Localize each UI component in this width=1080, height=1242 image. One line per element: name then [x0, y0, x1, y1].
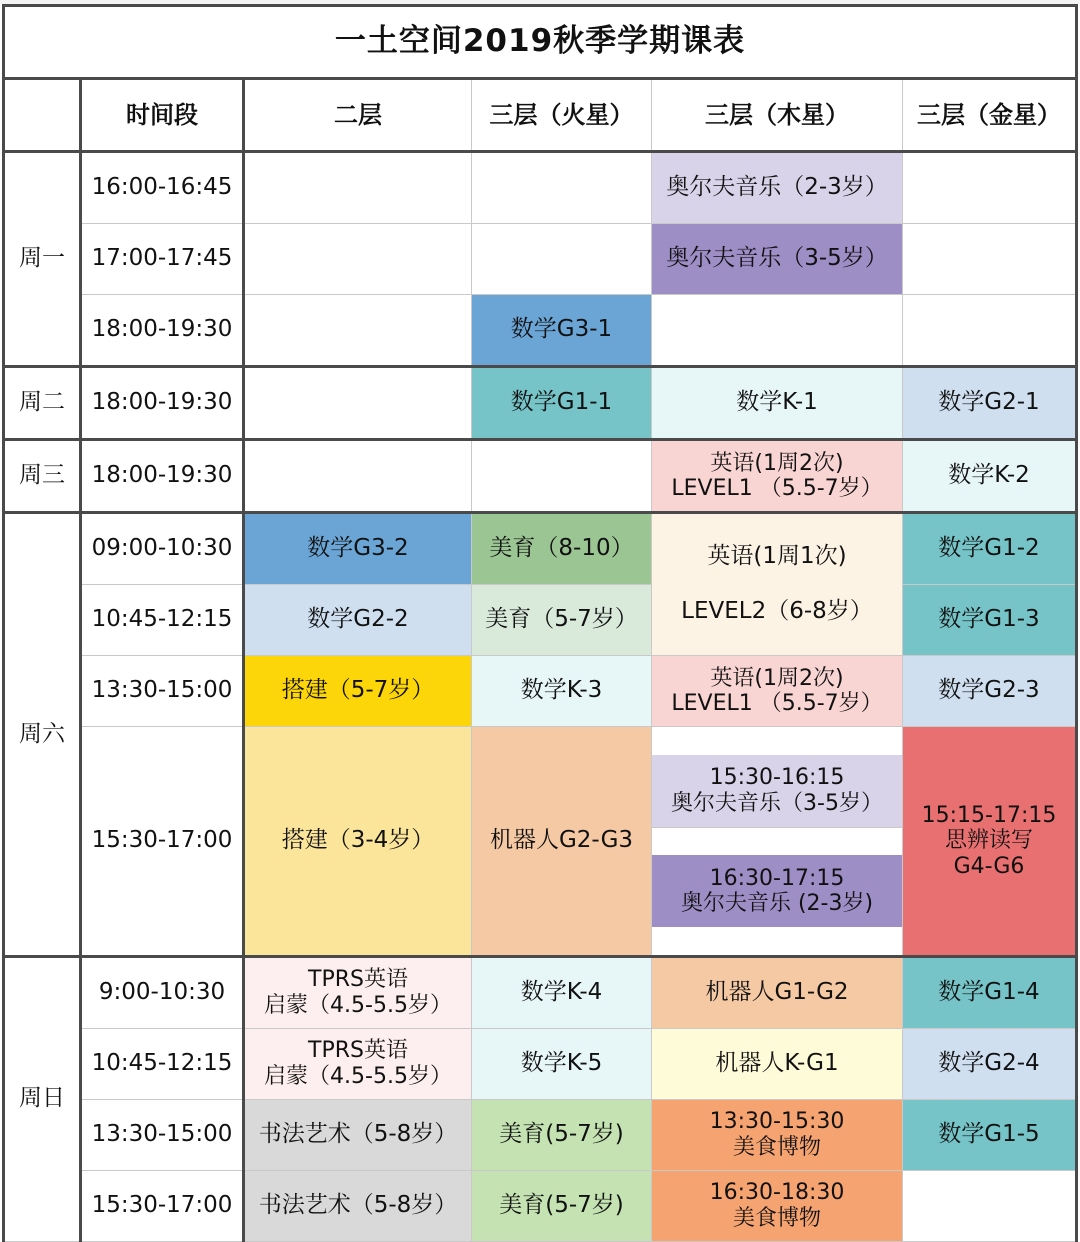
empty-cell: [903, 1170, 1077, 1241]
day-sunday: 周日: [4, 956, 81, 1241]
time-slot: 18:00-19:30: [81, 440, 244, 513]
schedule-title: 一土空间2019秋季学期课表: [4, 6, 1077, 79]
time-slot: 18:00-19:30: [81, 295, 244, 367]
class-cell: 奥尔夫音乐（2-3岁）: [652, 152, 903, 224]
time-slot: 10:45-12:15: [81, 585, 244, 656]
schedule-table: [2, 4, 1078, 1242]
header-time-slot: 时间段: [81, 79, 244, 152]
day-wednesday: 周三: [4, 440, 81, 513]
class-cell: 数学G2-3: [903, 656, 1077, 727]
class-cell: 13:30-15:30 美食博物: [652, 1099, 903, 1170]
class-cell: 机器人G1-G2: [652, 956, 903, 1028]
class-cell: 数学G2-4: [903, 1028, 1077, 1099]
empty-cell: [652, 295, 903, 367]
empty-cell: [244, 295, 472, 367]
empty-cell: [244, 440, 472, 513]
class-cell: 数学G1-4: [903, 956, 1077, 1028]
split-cell: [652, 727, 903, 957]
day-monday: 周一: [4, 152, 81, 367]
empty-cell: [903, 295, 1077, 367]
class-cell: 数学G2-2: [244, 585, 472, 656]
class-cell: 英语(1周2次) LEVEL1 （5.5-7岁）: [652, 440, 903, 513]
class-cell: 数学K-4: [472, 956, 652, 1028]
class-cell: 英语(1周2次) LEVEL1 （5.5-7岁）: [652, 656, 903, 727]
class-cell: 数学K-3: [472, 656, 652, 727]
class-cell: 机器人K-G1: [652, 1028, 903, 1099]
header-venus-room: 三层（金星）: [903, 79, 1077, 152]
class-cell: 数学G3-1: [472, 295, 652, 367]
empty-cell: [903, 152, 1077, 224]
class-cell: 搭建（3-4岁）: [244, 727, 472, 957]
time-slot: 17:00-17:45: [81, 224, 244, 295]
header-floor-2: 二层: [244, 79, 472, 152]
class-cell: 数学G2-1: [903, 367, 1077, 440]
class-cell: 数学G1-3: [903, 585, 1077, 656]
class-cell: 16:30-18:30 美食博物: [652, 1170, 903, 1241]
empty-cell: [472, 224, 652, 295]
empty-cell: [472, 440, 652, 513]
class-cell: 机器人G2-G3: [472, 727, 652, 957]
class-cell: 数学K-1: [652, 367, 903, 440]
class-cell: 美育(5-7岁): [472, 1099, 652, 1170]
class-cell: 数学G1-1: [472, 367, 652, 440]
class-cell: 16:30-17:15 奥尔夫音乐 (2-3岁): [652, 855, 902, 927]
time-slot: 9:00-10:30: [81, 956, 244, 1028]
empty-cell: [244, 367, 472, 440]
time-slot: 16:00-16:45: [81, 152, 244, 224]
class-cell: 书法艺术（5-8岁）: [244, 1099, 472, 1170]
empty-cell: [903, 224, 1077, 295]
class-cell: 数学K-5: [472, 1028, 652, 1099]
time-slot: 18:00-19:30: [81, 367, 244, 440]
header-corner: [4, 79, 81, 152]
class-cell: 数学G1-2: [903, 513, 1077, 585]
class-cell: 美育(5-7岁): [472, 1170, 652, 1241]
class-cell: 15:15-17:15 思辨读写 G4-G6: [903, 727, 1077, 957]
day-saturday: 周六: [4, 513, 81, 957]
class-cell: 美育（8-10）: [472, 513, 652, 585]
class-cell: 数学K-2: [903, 440, 1077, 513]
empty-cell: [244, 152, 472, 224]
time-slot: 13:30-15:00: [81, 656, 244, 727]
header-mars-room: 三层（火星）: [472, 79, 652, 152]
class-cell: 搭建（5-7岁）: [244, 656, 472, 727]
time-slot: 10:45-12:15: [81, 1028, 244, 1099]
class-cell: 数学G3-2: [244, 513, 472, 585]
time-slot: 15:30-17:00: [81, 1170, 244, 1241]
time-slot: 13:30-15:00: [81, 1099, 244, 1170]
class-cell: TPRS英语 启蒙（4.5-5.5岁）: [244, 1028, 472, 1099]
time-slot: 15:30-17:00: [81, 727, 244, 957]
day-tuesday: 周二: [4, 367, 81, 440]
empty-cell: [244, 224, 472, 295]
class-cell: 15:30-16:15 奥尔夫音乐（3-5岁）: [652, 755, 902, 828]
class-cell: 奥尔夫音乐（3-5岁）: [652, 224, 903, 295]
time-slot: 09:00-10:30: [81, 513, 244, 585]
empty-cell: [472, 152, 652, 224]
class-cell: 英语(1周1次) LEVEL2（6-8岁）: [652, 513, 903, 656]
class-cell: 书法艺术（5-8岁）: [244, 1170, 472, 1241]
class-cell: TPRS英语 启蒙（4.5-5.5岁）: [244, 956, 472, 1028]
header-jupiter-room: 三层（木星）: [652, 79, 903, 152]
class-cell: 美育（5-7岁）: [472, 585, 652, 656]
class-cell: 数学G1-5: [903, 1099, 1077, 1170]
